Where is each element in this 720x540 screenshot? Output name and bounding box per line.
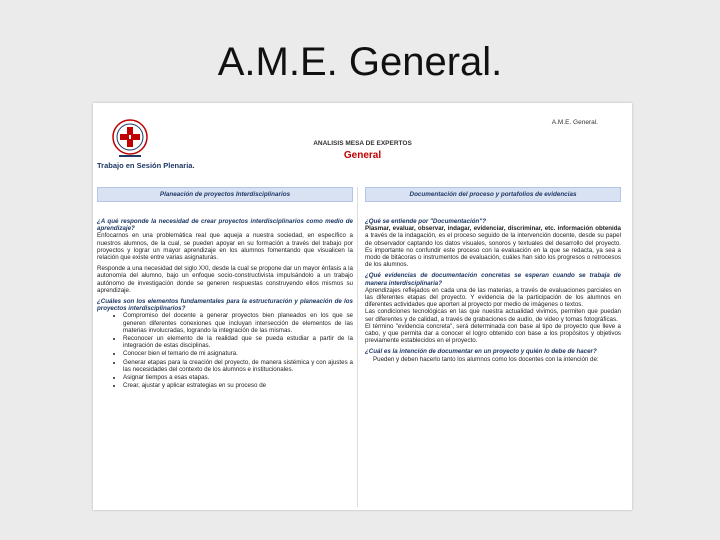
left-question-2: ¿Cuáles son los elementos fundamentales para la estructuración y planeación de los proyectos interdisciplinarios?: [97, 298, 353, 313]
right-paragraph-1-lead: Plasmar, evaluar, observar, indagar, evidenciar, discriminar, etc. información obtenida: [365, 225, 621, 233]
list-item: • Conocer bien el temario de mi asignatura.: [123, 350, 353, 357]
right-paragraph-1-rest: a través de la indagación, es el proceso seguido de la intervención docente, desde su papel de observador captando los datos visuales, sonoros y textuales del desarrollo del proyecto. Es importante no confundir este proceso con la evaluación en la que se redacta, ya sea a modo de bitácoras o instrumentos de evaluación, cuáles han sido los progresos o retrocesos de los alumnos.: [365, 232, 621, 269]
list-item: • Generar etapas para la creación del proyecto, de manera sistémica y con ajustes a las necesidades del contexto de los alumnos e institucionales.: [123, 359, 353, 373]
left-column: [97, 187, 353, 390]
right-paragraph-3: Las condiciones tecnológicas en las que nuestra actualidad vivimos, permiten que puedan ser diferentes y de calidad, a través de grabaciones de audio, de video y tomas fotográficas.: [365, 308, 621, 323]
right-question-2: ¿Qué evidencias de documentación concretas se esperan cuando se trabaja de manera interdisciplinaria?: [365, 272, 621, 287]
document-page: [93, 103, 632, 510]
right-column: [365, 187, 621, 367]
slide-title: A.M.E. General.: [217, 40, 503, 84]
document-subtitle: General: [343, 150, 382, 161]
left-paragraph-2: Responde a una necesidad del siglo XXI, desde la cual se propone dar un mayor énfasis a la autonomía del alumno, bajo un enfoque socio-constructivista impulsándolo a un trabajo autónomo de investigación donde se generen respuestas construyendo ellos mismos su aprendizaje.: [97, 265, 353, 294]
document-header-label: A.M.E. General.: [551, 119, 598, 126]
session-label: Trabajo en Sesión Plenaria.: [97, 161, 195, 170]
right-column-heading: Documentación del proceso y portafolios de evidencias: [365, 187, 621, 202]
left-column-heading: Planeación de proyectos Interdisciplinarios: [97, 187, 353, 202]
list-item: • Compromiso del docente a generar proyectos bien planeados en los que se generen diferentes conexiones que incluyan intersección de elementos de las materias involucradas, logrando la integración de las mismas.: [123, 312, 353, 334]
left-bullet-list: [97, 312, 353, 389]
right-paragraph-1: [365, 225, 621, 268]
left-paragraph-1: Enfocarnos en una problemática real que aqueja a nuestra sociedad, en específico a nuestros alumnos, de la cual, se pueden apoyar en su formación a través del trabajo por proyectos y lograr un mayor aprendizaje en los alumnos fomentando que visualicen la relación que existe entre varias asignaturas.: [97, 232, 353, 262]
right-question-1: ¿Qué se entiende por "Documentación"?: [365, 218, 487, 225]
right-paragraph-2: Aprendizajes reflejados en cada una de las materias, a través de evaluaciones parciales en las diferentes etapas del proyecto. Y evidencia de la participación de los alumnos en diferentes actividades que aporten al proyecto por medio de imágenes o textos.: [365, 286, 621, 309]
left-question-1: ¿A qué responde la necesidad de crear proyectos interdisciplinarios como medio de aprendizaje?: [97, 218, 353, 233]
list-item: • Asignar tiempos a esas etapas.: [123, 374, 353, 381]
list-item: • Reconocer un elemento de la realidad que se pueda estudiar a partir de la integración de estas disciplinas.: [123, 335, 353, 349]
right-paragraph-4: El término "evidencia concreta", será determinada con base al tipo de proyecto que lleve a cabo, y que permita dar a conocer el logro obtenido con base a los propósitos y objetivos previamente establecidos en el proyecto.: [365, 322, 621, 345]
column-divider: [357, 187, 358, 507]
right-question-3: ¿Cuál es la intención de documentar en un proyecto y quién lo debe de hacer?: [365, 348, 597, 356]
right-paragraph-5: Pueden y deben hacerlo tanto los alumnos como los docentes con la intención de:: [373, 355, 599, 363]
document-title: ANALISIS MESA DE EXPERTOS: [313, 140, 412, 147]
list-item: • Crear, ajustar y aplicar estrategias en su proceso de: [123, 382, 353, 389]
